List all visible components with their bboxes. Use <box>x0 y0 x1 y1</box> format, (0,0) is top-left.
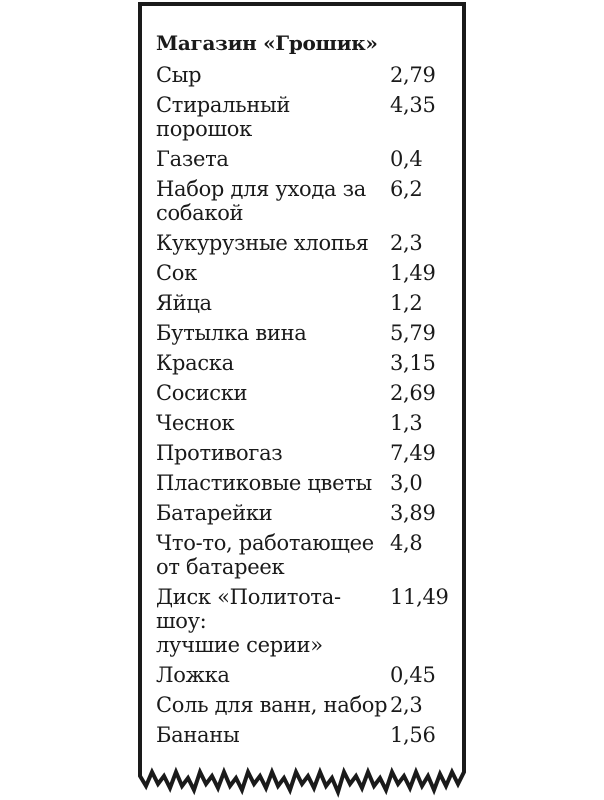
store-title: Магазин «Грошик» <box>156 31 378 55</box>
item-price: 3,0 <box>390 471 423 495</box>
list-item <box>156 321 456 345</box>
list-item <box>156 441 456 465</box>
list-item <box>156 411 456 435</box>
item-name: Бутылка вина <box>156 321 307 345</box>
list-item <box>156 261 456 285</box>
item-name: Ложка <box>156 663 230 687</box>
list-item <box>156 501 456 525</box>
list-item <box>156 147 456 171</box>
list-item <box>156 663 456 687</box>
list-item <box>156 177 456 225</box>
item-name: Бананы <box>156 723 240 747</box>
item-name: Чеснок <box>156 411 235 435</box>
item-name: Краска <box>156 351 234 375</box>
item-name: Диск «Политота-шоу: лучшие серии» <box>156 585 341 657</box>
item-name: Соль для ванн, набор <box>156 693 388 717</box>
item-price: 2,79 <box>390 63 436 87</box>
item-price: 1,3 <box>390 411 423 435</box>
list-item <box>156 93 456 141</box>
item-name: Сыр <box>156 63 202 87</box>
item-price: 7,49 <box>390 441 436 465</box>
list-item <box>156 381 456 405</box>
item-price: 4,35 <box>390 93 436 117</box>
list-item <box>156 231 456 255</box>
list-item <box>156 723 456 747</box>
item-name: Сосиски <box>156 381 248 405</box>
item-price: 2,69 <box>390 381 436 405</box>
list-item <box>156 351 456 375</box>
item-name: Противогаз <box>156 441 283 465</box>
list-item <box>156 63 456 87</box>
item-price: 0,4 <box>390 147 423 171</box>
list-item <box>156 471 456 495</box>
item-name: Газета <box>156 147 229 171</box>
item-price: 1,56 <box>390 723 436 747</box>
item-price: 5,79 <box>390 321 436 345</box>
item-price: 4,8 <box>390 531 423 555</box>
item-name: Кукурузные хлопья <box>156 231 369 255</box>
receipt-content <box>156 30 456 753</box>
list-item <box>156 585 456 657</box>
list-item <box>156 291 456 315</box>
item-name: Пластиковые цветы <box>156 471 372 495</box>
item-name: Яйца <box>156 291 212 315</box>
item-price: 2,3 <box>390 231 423 255</box>
item-price: 2,3 <box>390 693 423 717</box>
item-name: Батарейки <box>156 501 273 525</box>
item-price: 1,49 <box>390 261 436 285</box>
item-price: 3,15 <box>390 351 436 375</box>
item-name: Сок <box>156 261 197 285</box>
list-item <box>156 531 456 579</box>
item-price: 0,45 <box>390 663 436 687</box>
item-name: Набор для ухода за собакой <box>156 177 366 225</box>
items-list <box>156 63 456 747</box>
list-item <box>156 693 456 717</box>
item-price: 3,89 <box>390 501 436 525</box>
item-price: 6,2 <box>390 177 423 201</box>
item-name: Стиральный порошок <box>156 93 291 141</box>
item-price: 1,2 <box>390 291 423 315</box>
item-price: 11,49 <box>390 585 449 609</box>
item-name: Что-то, работающее от батареек <box>156 531 374 579</box>
